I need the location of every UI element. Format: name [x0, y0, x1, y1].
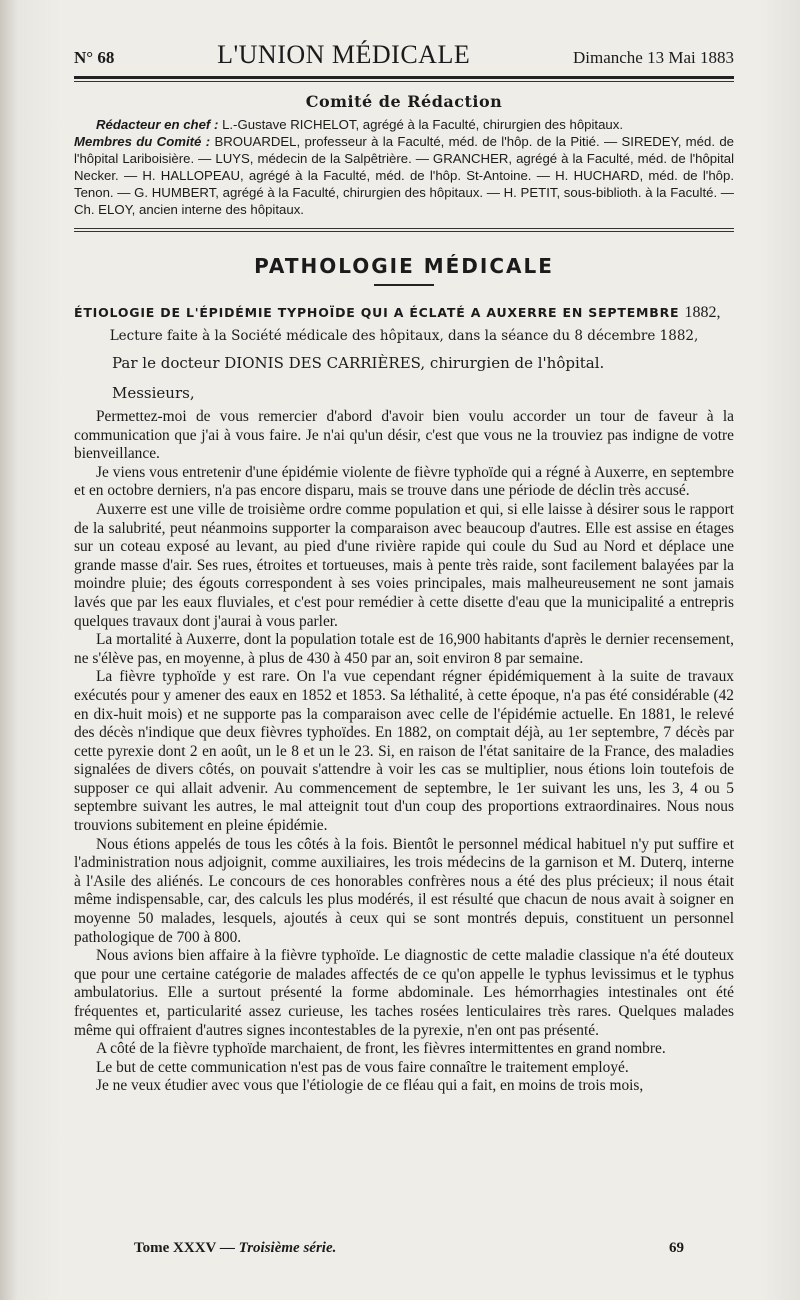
comite-separator: [74, 228, 734, 229]
page-footer: [74, 1240, 734, 1257]
article-salutation: Messieurs,: [112, 384, 195, 402]
article-title-text: ÉTIOLOGIE DE L'ÉPIDÉMIE TYPHOÏDE QUI A ÉCLATÉ A AUXERRE EN SEPTEMBRE: [74, 305, 680, 320]
header-rule: [74, 76, 734, 79]
comite-title: Comité de Rédaction: [305, 92, 503, 111]
article-body: [74, 408, 734, 1096]
issue-date: Dimanche 13 Mai 1883: [572, 48, 734, 67]
page-content: [74, 40, 734, 1096]
comite-block: [74, 116, 734, 218]
membres-label: Membres du Comité :: [74, 134, 211, 149]
running-header: [74, 40, 734, 70]
paragraph: Permettez-moi de vous remercier d'abord d'avoir bien voulu accorder un tour de faveur à la communication que j'ai à vous faire. Je n'ai qu'un désir, c'est que vous ne la trouviez pas indigne de votre bienveillance.: [74, 408, 734, 463]
section-title: PATHOLOGIE MÉDICALE: [254, 254, 554, 278]
paragraph: Auxerre est une ville de troisième ordre comme population et qui, si elle laisse à désirer sous le rapport de la salubrité, peut néanmoins supporter la comparaison avec beaucoup d'autres. Elle est assise en étages sur un coteau exposé au levant, au pied d'une rivière rapide qui coule du Sud au Nord et déplace une grande masse d'air. Ses rues, étroites et tortueuses, mais à pente très raide, sont facilement balayées par la moindre pluie; des égouts correspondent à ses voies principales, mais malheureusement ne sont jamais lavés que par les eaux fluviales, et c'est pour remédier à cette disette d'eau que la municipalité a entrepris quelques travaux dont j'aurai à vous parler.: [74, 500, 734, 630]
redacteur-label: Rédacteur en chef :: [96, 117, 219, 132]
paragraph: Le but de cette communication n'est pas de vous faire connaître le traitement employé.: [96, 1058, 629, 1076]
paragraph: La mortalité à Auxerre, dont la population totale est de 16,900 habitants d'après le dernier recensement, ne s'élève pas, en moyenne, à plus de 430 à 450 par an, soit environ 8 par semaine.: [74, 631, 734, 667]
paragraph: Nous avions bien affaire à la fièvre typhoïde. Le diagnostic de cette maladie classique n'a été douteux que pour une certaine catégorie de malades affectés de ce qu'on appelle le typhus levissimus et le typhus ambulatorius. Elle a surtout présenté la forme abdominale. Les hémorrhagies intestinales ont été fréquentes et, particularité assez curieuse, les taches rosées lenticulaires très rares. Quelques malades même qui offraient d'autres signes incontestables de la pyrexie, n'en ont pas présenté.: [74, 947, 734, 1039]
paragraph: A côté de la fièvre typhoïde marchaient, de front, les fièvres intermittentes en grand nombre.: [96, 1040, 666, 1058]
footer-tome: [74, 1240, 336, 1257]
membres-text: BROUARDEL, professeur à la Faculté, méd. de l'hôp. de la Pitié. — SIREDEY, méd. de l'hôpital Lariboisière. — LUYS, médecin de la Salpêtrière. — GRANCHER, agrégé à la Faculté, méd. de l'hôpital Necker. — H. HALLOPEAU, agrégé à la Faculté, méd. de l'hôp. St-Antoine. — H. HUCHARD, méd. de l'hôp. Tenon. — G. HUMBERT, agrégé à la Faculté, chirurgien des hôpitaux. — H. PETIT, sous-biblioth. à la Faculté. — Ch. ELOY, ancien interne des hôpitaux.: [74, 134, 734, 217]
section-rule: [374, 284, 434, 286]
footer-serie: Troisième série.: [238, 1240, 337, 1256]
page-number: 69: [669, 1240, 684, 1256]
paragraph: Nous étions appelés de tous les côtés à la fois. Bientôt le personnel médical habituel n'y put suffire et l'administration nous adjoignit, comme auxiliaires, les trois médecins de la garnison et M. Duterq, interne à l'Asile des aliénés. Le concours de ces honorables confrères nous a été des plus précieux; il nous était même indispensable, car, des calculs les plus modérés, il est résulté que chacun de nous avait à soigner en moyenne 50 malades, lesquels, ajoutés à ceux qui se sont montrés depuis, constituent un personnel pathologique de 700 à 800.: [74, 835, 734, 946]
issue-number: N° 68: [74, 48, 115, 67]
article-lecture: Lecture faite à la Société médicale des hôpitaux, dans la séance du 8 décembre 1882,: [109, 328, 699, 344]
paragraph: La fièvre typhoïde y est rare. On l'a vue cependant régner épidémiquement à la suite de travaux exécutés pour y amener des eaux en 1852 et 1853. Sa léthalité, à cette époque, n'a pas été considérable (42 en dix-huit mois) et ne supporte pas la comparaison avec celle de l'épidémie actuelle. En 1881, le relevé des décès n'indique que deux fièvres typhoïdes. En 1882, on comptait déjà, au 1er septembre, 7 décès par cette pyrexie dont 2 en août, un le 8 et un le 23. Si, en raison de l'état sanitaire de la France, des maladies signalées de divers côtés, on pouvait s'attendre à voir les cas se multiplier, nous étions loin toutefois de supposer ce qui allait advenir. Au commencement de septembre, le 1er suivant les uns, les 3, 4 ou 5 septembre suivant les autres, le mal atteignit tout d'un coup des proportions extraordinaires. Nous nous trouvions subitement en pleine épidémie.: [74, 668, 734, 835]
redacteur-text: L.-Gustave RICHELOT, agrégé à la Faculté, chirurgien des hôpitaux.: [222, 117, 624, 132]
comite-separator-thin: [74, 231, 734, 232]
footer-tome-number: Tome XXXV —: [134, 1240, 235, 1256]
article-title: [74, 304, 734, 322]
header-rule-thin: [74, 81, 734, 82]
article-title-year: 1882,: [684, 304, 721, 321]
paragraph: Je ne veux étudier avec vous que l'étiologie de ce fléau qui a fait, en moins de trois mois,: [96, 1077, 644, 1095]
paragraph: Je viens vous entretenir d'une épidémie violente de fièvre typhoïde qui a régné à Auxerre, en septembre et en octobre derniers, n'a pas encore disparu, mais se trouve dans une période de déclin très accusé.: [74, 463, 734, 500]
article-author: Par le docteur DIONIS DES CARRIÈRES, chirurgien de l'hôpital.: [112, 354, 605, 372]
journal-title: L'UNION MÉDICALE: [217, 40, 471, 69]
